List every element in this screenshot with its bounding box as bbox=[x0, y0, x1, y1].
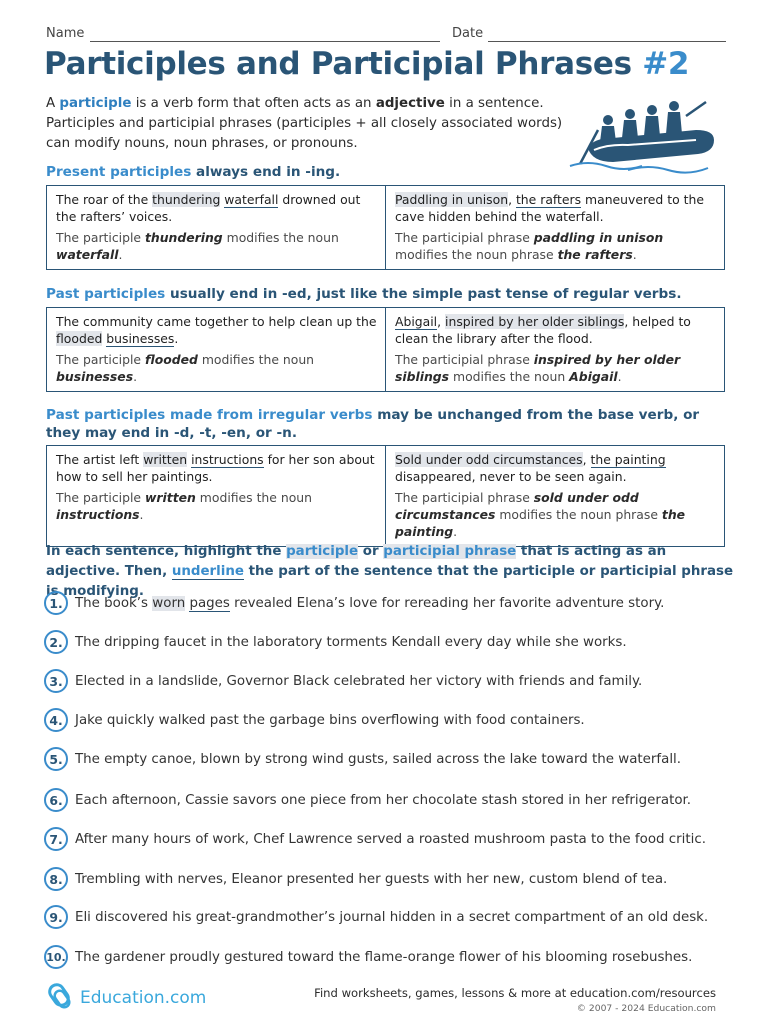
explanation-text: . bbox=[133, 369, 138, 384]
item-number: 5. bbox=[44, 747, 68, 771]
explanation-text: The participial phrase bbox=[395, 230, 534, 245]
date-label: Date bbox=[452, 26, 484, 41]
heading-text: , or bbox=[245, 425, 277, 441]
explanation-text: modifies the noun bbox=[449, 369, 570, 384]
example-sentence bbox=[395, 313, 716, 347]
intro-text: is a verb form that often acts as an bbox=[131, 96, 376, 111]
example-sentence bbox=[395, 191, 716, 225]
example-cell-right bbox=[385, 446, 724, 546]
sentence-text: , helped to clean the library after the flood. bbox=[395, 314, 691, 346]
instructions-keyword-participle: participle bbox=[286, 544, 359, 559]
explanation-text: modifies the noun phrase bbox=[495, 507, 662, 522]
highlighted-participle: thundering bbox=[152, 192, 221, 207]
explanation-participle: flooded bbox=[144, 352, 198, 367]
highlighted-participle: written bbox=[143, 452, 188, 467]
instructions-keyword-phrase: participial phrase bbox=[383, 544, 517, 559]
heading-suffix: -ed bbox=[281, 286, 307, 302]
item-sentence[interactable]: Trembling with nerves, Eleanor presented her guests with her new, custom blend of tea. bbox=[75, 871, 668, 887]
heading-text: , just like the simple past tense of regular verbs. bbox=[306, 286, 682, 302]
heading-suffix: -ing bbox=[305, 164, 336, 180]
explanation-text: The participle bbox=[56, 490, 145, 505]
underlined-noun: the rafters bbox=[515, 192, 582, 207]
heading-suffix: -t bbox=[199, 425, 212, 441]
item-sentence[interactable]: Elected in a landslide, Governor Black celebrated her victory with friends and family. bbox=[75, 673, 643, 689]
item-sentence[interactable]: The dripping faucet in the laboratory torments Kendall every day while she works. bbox=[75, 634, 627, 650]
item-number: 3. bbox=[44, 669, 68, 693]
title-number: #2 bbox=[642, 46, 690, 82]
heading-suffix: -d bbox=[173, 425, 190, 441]
example-explanation bbox=[56, 229, 377, 263]
intro-keyword-participle: participle bbox=[59, 96, 132, 111]
heading-text: . bbox=[291, 425, 297, 441]
explanation-noun: the rafters bbox=[557, 247, 633, 262]
exercise-item[interactable] bbox=[44, 864, 734, 894]
item-sentence[interactable]: Jake quickly walked past the garbage bins overflowing with food containers. bbox=[75, 712, 585, 728]
example-sentence bbox=[56, 191, 377, 225]
item-number: 8. bbox=[44, 867, 68, 891]
education-logo-icon bbox=[46, 982, 76, 1014]
intro-paragraph bbox=[46, 94, 576, 154]
heading-text: usually end in bbox=[165, 286, 282, 302]
explanation-text: . bbox=[139, 507, 144, 522]
exercise-item[interactable] bbox=[44, 588, 734, 618]
explanation-participle: written bbox=[144, 490, 196, 505]
example-explanation bbox=[56, 351, 377, 385]
sentence-text: The book’s bbox=[75, 595, 153, 611]
sentence-text: drowned out the rafters’ voices. bbox=[56, 192, 361, 224]
explanation-text: modifies the noun bbox=[222, 230, 339, 245]
sentence-text: The artist left bbox=[56, 452, 144, 467]
explanation-participle: paddling in unison bbox=[533, 230, 664, 245]
exercise-item[interactable] bbox=[44, 666, 734, 696]
exercise-item[interactable] bbox=[44, 744, 734, 774]
example-table-irregular bbox=[46, 445, 725, 547]
example-explanation bbox=[56, 489, 377, 523]
item-sentence[interactable] bbox=[75, 596, 664, 611]
example-cell-right bbox=[385, 308, 724, 391]
item-number: 6. bbox=[44, 788, 68, 812]
underlined-noun: the painting bbox=[590, 452, 666, 467]
item-number: 1. bbox=[44, 591, 68, 615]
explanation-noun: instructions bbox=[56, 507, 140, 522]
example-sentence bbox=[56, 451, 377, 485]
exercise-item[interactable] bbox=[44, 705, 734, 735]
heading-text: always end in bbox=[191, 164, 306, 180]
example-table-past bbox=[46, 307, 725, 392]
explanation-text: The participial phrase bbox=[395, 490, 534, 505]
instructions-keyword-underline: underline bbox=[171, 564, 244, 579]
intro-keyword-adjective: adjective bbox=[375, 96, 445, 111]
logo-wordmark: Education.com bbox=[80, 988, 207, 1008]
explanation-text: . bbox=[632, 247, 637, 262]
item-sentence[interactable]: The empty canoe, blown by strong wind gusts, sailed across the lake toward the waterfall. bbox=[75, 751, 682, 767]
explanation-text: The participle bbox=[56, 352, 145, 367]
instructions-text: In each sentence, highlight the bbox=[46, 544, 287, 559]
highlighted-phrase: inspired by her older siblings bbox=[445, 314, 625, 329]
heading-suffix: -en bbox=[221, 425, 246, 441]
exercise-item[interactable] bbox=[44, 942, 734, 972]
explanation-noun: waterfall bbox=[56, 247, 119, 262]
instructions-text: that is acting as an adjective. Then, bbox=[46, 544, 667, 579]
sentence-text: , bbox=[508, 192, 516, 207]
sentence-text: , bbox=[582, 452, 591, 467]
explanation-text: . bbox=[453, 524, 458, 539]
sentence-text: disappeared, never to be seen again. bbox=[395, 469, 627, 484]
item-sentence[interactable]: Each afternoon, Cassie savors one piece from her chocolate stash stored in her refrigerator. bbox=[75, 792, 692, 808]
explanation-text: . bbox=[617, 369, 622, 384]
heading-keyword: Present participles bbox=[46, 164, 192, 180]
exercise-item[interactable] bbox=[44, 902, 734, 932]
title-main: Participles and Participial Phrases bbox=[44, 46, 643, 82]
intro-text: A bbox=[46, 96, 60, 111]
underlined-noun: Abigail bbox=[395, 314, 438, 329]
explanation-text: . bbox=[118, 247, 123, 262]
sentence-text: The community came together to help clean up the bbox=[56, 314, 377, 329]
heading-keyword: Past participles made from irregular verbs bbox=[46, 407, 373, 423]
heading-text: , bbox=[189, 425, 200, 441]
underlined-noun: instructions bbox=[191, 452, 264, 467]
heading-text: may be unchanged from the base verb, or they may end in bbox=[46, 407, 700, 441]
sentence-text: , bbox=[437, 314, 446, 329]
section-heading-past bbox=[46, 285, 726, 303]
example-sentence bbox=[56, 313, 377, 347]
instructions-text: the part of the sentence that the participle or participial phrase is modifying. bbox=[46, 564, 734, 599]
explanation-participle: thundering bbox=[144, 230, 223, 245]
underlined-noun: pages bbox=[189, 595, 230, 611]
item-sentence[interactable]: Eli discovered his great-grandmother’s journal hidden in a secret compartment of an old desk. bbox=[75, 909, 709, 925]
item-sentence[interactable]: After many hours of work, Chef Lawrence served a roasted mushroom pasta to the food critic. bbox=[75, 831, 706, 847]
section-heading-present bbox=[46, 163, 726, 181]
example-cell-right bbox=[385, 186, 724, 269]
explanation-participle: sold under odd circumstances bbox=[395, 490, 639, 522]
exercise-item[interactable] bbox=[44, 785, 734, 815]
highlighted-phrase: Paddling in unison bbox=[395, 192, 509, 207]
item-number: 10. bbox=[44, 945, 68, 969]
explanation-text: modifies the noun bbox=[195, 490, 312, 505]
footer-tagline[interactable]: Find worksheets, games, lessons & more at education.com/resources bbox=[314, 986, 716, 1000]
explanation-noun: businesses bbox=[56, 369, 134, 384]
education-logo[interactable] bbox=[46, 980, 206, 1016]
section-heading-irregular bbox=[46, 406, 726, 442]
item-number: 4. bbox=[44, 708, 68, 732]
item-sentence[interactable]: The gardener proudly gestured toward the flame-orange flower of his blooming rosebushes. bbox=[75, 949, 693, 965]
date-line[interactable] bbox=[488, 41, 726, 42]
example-sentence bbox=[395, 451, 716, 485]
underlined-noun: businesses bbox=[106, 331, 175, 346]
heading-suffix: -n bbox=[276, 425, 292, 441]
explanation-noun: the painting bbox=[395, 507, 686, 539]
sentence-text: maneuvered to the cave hidden behind the waterfall. bbox=[395, 192, 704, 224]
item-number: 9. bbox=[44, 905, 68, 929]
name-line[interactable] bbox=[90, 41, 440, 42]
heading-text: , bbox=[211, 425, 222, 441]
example-explanation bbox=[395, 351, 716, 385]
underlined-noun: waterfall bbox=[224, 192, 279, 207]
intro-text: in a sentence. Participles and participial phrases (participles + all closely associated words) can modify nouns, noun phrases, or pronouns. bbox=[46, 96, 563, 151]
footer-copyright: © 2007 - 2024 Education.com bbox=[576, 1003, 716, 1014]
raft-illustration bbox=[568, 90, 718, 174]
example-cell-left bbox=[47, 186, 385, 269]
name-date-row bbox=[46, 26, 726, 46]
page-title bbox=[44, 46, 689, 82]
instructions-text: or bbox=[358, 544, 384, 559]
example-table-present bbox=[46, 185, 725, 270]
example-cell-left bbox=[47, 446, 385, 546]
item-number: 7. bbox=[44, 827, 68, 851]
sentence-text: . bbox=[174, 331, 179, 346]
heading-keyword: Past participles bbox=[46, 286, 166, 302]
explanation-participle: inspired by her older siblings bbox=[395, 352, 681, 384]
example-explanation bbox=[395, 229, 716, 263]
highlighted-participle: worn bbox=[152, 595, 186, 611]
heading-text: . bbox=[335, 164, 341, 180]
example-cell-left bbox=[47, 308, 385, 391]
highlighted-phrase: Sold under odd circumstances bbox=[395, 452, 583, 467]
exercise-item[interactable] bbox=[44, 627, 734, 657]
sentence-text: revealed Elena’s love for rereading her favorite adventure story. bbox=[229, 595, 665, 611]
sentence-text: for her son about how to sell her paintings. bbox=[56, 452, 375, 484]
highlighted-participle: flooded bbox=[56, 331, 103, 346]
explanation-text: The participle bbox=[56, 230, 145, 245]
example-explanation bbox=[395, 489, 716, 540]
footer-text bbox=[314, 986, 716, 1016]
explanation-text: modifies the noun phrase bbox=[395, 247, 558, 262]
exercise-item[interactable] bbox=[44, 824, 734, 854]
explanation-text: modifies the noun bbox=[197, 352, 315, 367]
item-number: 2. bbox=[44, 630, 68, 654]
explanation-text: The participial phrase bbox=[395, 352, 534, 367]
name-label: Name bbox=[46, 26, 85, 41]
explanation-noun: Abigail bbox=[569, 369, 618, 384]
sentence-text: The roar of the bbox=[56, 192, 153, 207]
